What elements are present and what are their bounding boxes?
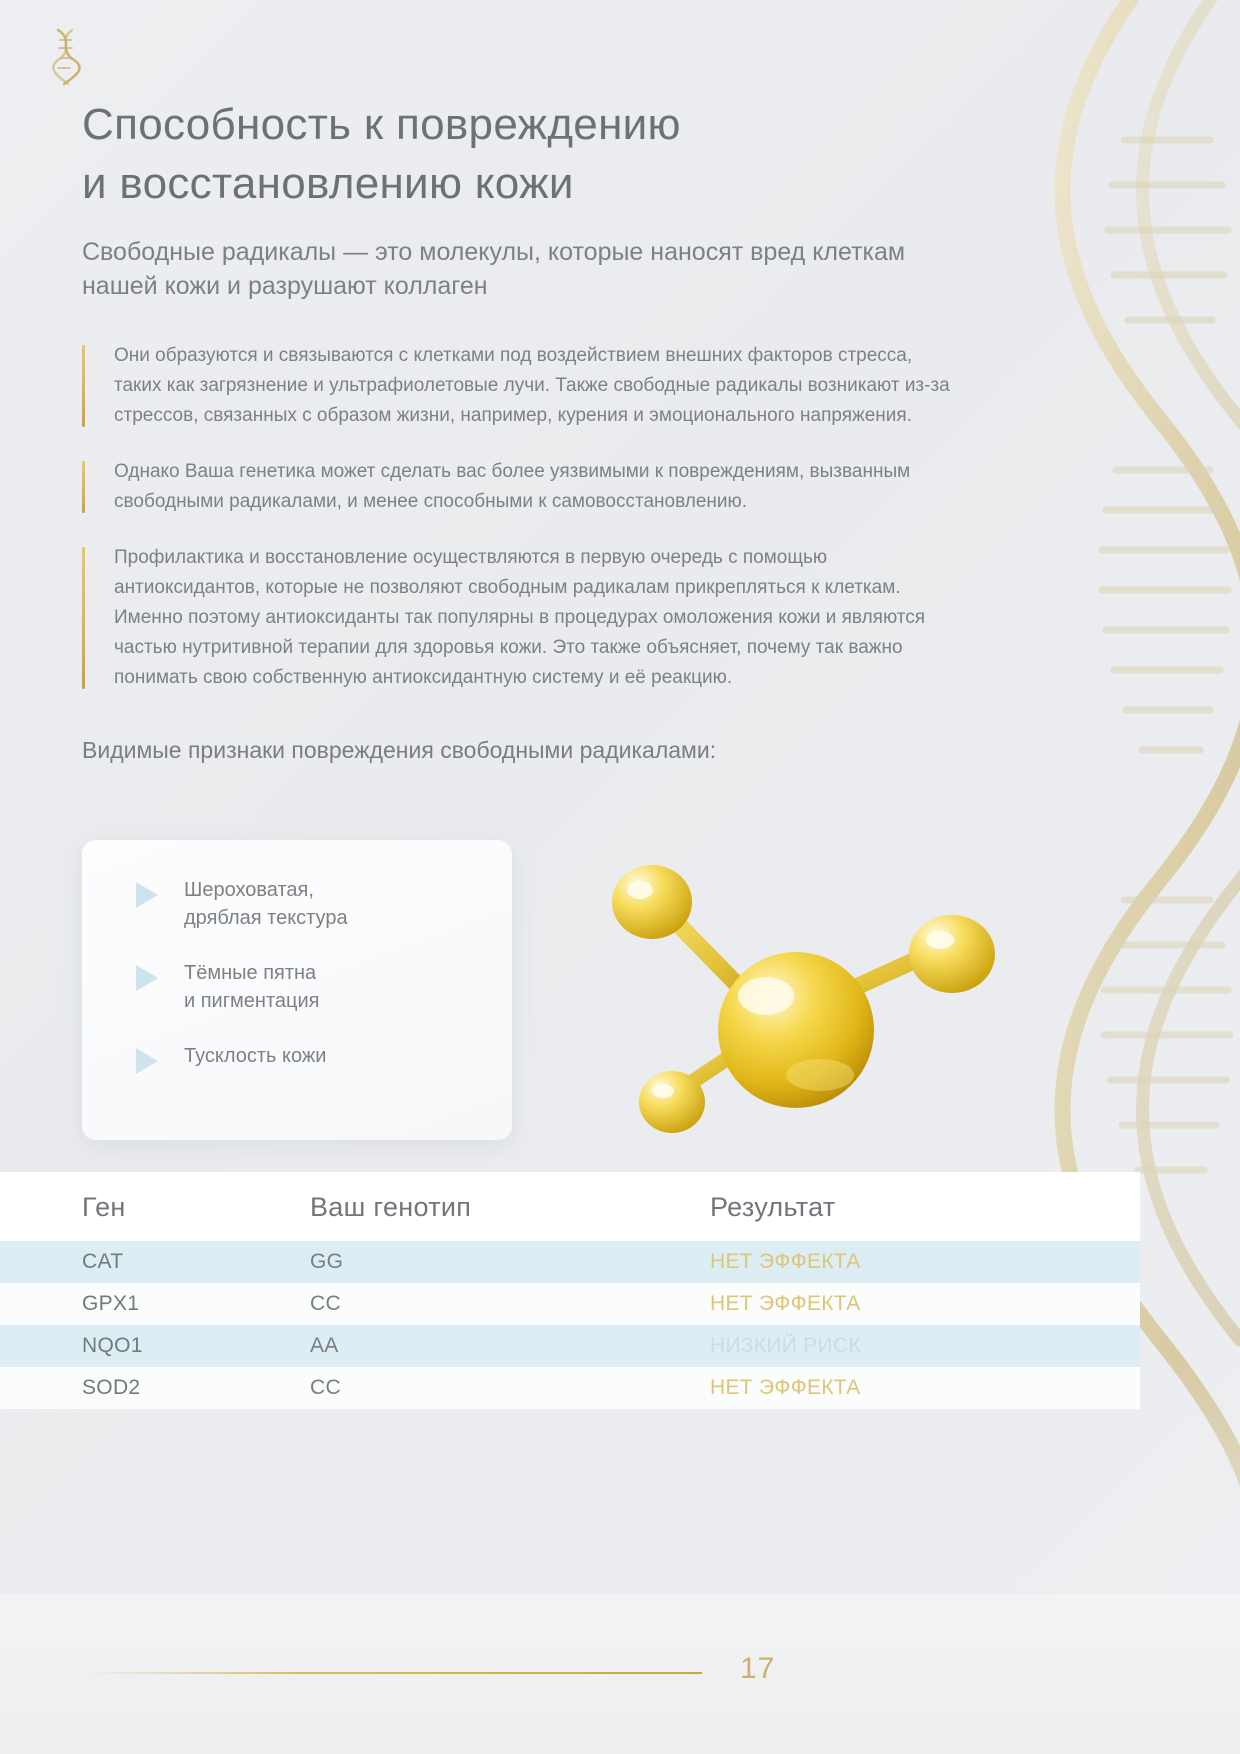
signs-section-label: Видимые признаки повреждения свободными радикалами: — [82, 737, 717, 764]
table-row — [0, 1367, 1140, 1409]
visible-signs-card — [82, 840, 512, 1140]
cell-result: НЕТ ЭФФЕКТА — [710, 1376, 861, 1399]
table-row — [0, 1325, 1140, 1367]
cell-gene: SOD2 — [82, 1376, 141, 1399]
cell-genotype: CC — [310, 1376, 341, 1399]
cell-result: НЕТ ЭФФЕКТА — [710, 1250, 861, 1273]
cell-gene: GPX1 — [82, 1292, 140, 1315]
cell-genotype: AA — [310, 1334, 339, 1357]
page-title-line-1: Способность к повреждению — [82, 100, 681, 149]
table-header-row — [0, 1172, 1140, 1241]
dna-helix-icon — [44, 26, 88, 88]
page-footer — [0, 1594, 1240, 1754]
sign-label-line-2: дряблая текстура — [184, 907, 348, 930]
body-paragraph: Однако Ваша генетика может сделать вас более уязвимыми к повреждениям, вызванным свободными радикалами, и менее способными к самовосстановлению. — [82, 457, 962, 517]
sign-label — [184, 959, 319, 1016]
body-paragraph: Профилактика и восстановление осуществляются в первую очередь с помощью антиоксидантов, которые не позволяют свободным радикалам прикрепляться к клеткам. Именно поэтому антиоксиданты так популярны в процедурах омоложения кожи и являются частью нутритивной терапии для здоровья кожи. Это также объясняет, почему так важно понимать свою собственную антиоксидантную систему и её реакцию. — [82, 543, 962, 693]
column-header-result: Результат — [710, 1192, 836, 1222]
sign-label-line-1: Тёмные пятна — [184, 961, 317, 984]
table-row — [0, 1283, 1140, 1325]
cell-genotype: GG — [310, 1250, 344, 1273]
table-row — [0, 1241, 1140, 1283]
page-title-line-2: и восстановлению кожи — [82, 158, 574, 208]
sign-label — [184, 876, 348, 933]
column-header-gene: Ген — [82, 1192, 126, 1222]
list-item — [112, 1042, 482, 1074]
list-item — [112, 959, 482, 1016]
page-subtitle: Свободные радикалы — это молекулы, которые наносят вред клеткам нашей кожи и разрушают коллаген — [82, 238, 906, 301]
results-table — [0, 1172, 1140, 1409]
list-item — [112, 876, 482, 933]
triangle-bullet-icon — [136, 965, 158, 991]
sign-label-line-2: и пигментация — [184, 990, 320, 1013]
footer-divider — [82, 1672, 702, 1674]
body-paragraph: Они образуются и связываются с клетками под воздействием внешних факторов стресса, таких как загрязнение и ультрафиолетовые лучи. Также свободные радикалы возникают из-за стрессов, связанных с образом жизни, например, курения и эмоционального напряжения. — [82, 341, 962, 431]
cell-genotype: CC — [310, 1292, 341, 1315]
cell-gene: CAT — [82, 1250, 124, 1273]
cell-gene: NQO1 — [82, 1334, 143, 1357]
article-content — [82, 96, 962, 764]
page-number: 17 — [740, 1652, 776, 1685]
gold-molecule-illustration — [580, 830, 1020, 1150]
triangle-bullet-icon — [136, 1048, 158, 1074]
sign-label: Тусклость кожи — [184, 1044, 327, 1067]
cell-result: НИЗКИЙ РИСК — [710, 1334, 861, 1357]
cell-result: НЕТ ЭФФЕКТА — [710, 1292, 861, 1315]
column-header-genotype: Ваш генотип — [310, 1192, 472, 1222]
triangle-bullet-icon — [136, 882, 158, 908]
page-title — [82, 96, 962, 213]
sign-label-line-1: Шероховатая, — [184, 879, 314, 901]
